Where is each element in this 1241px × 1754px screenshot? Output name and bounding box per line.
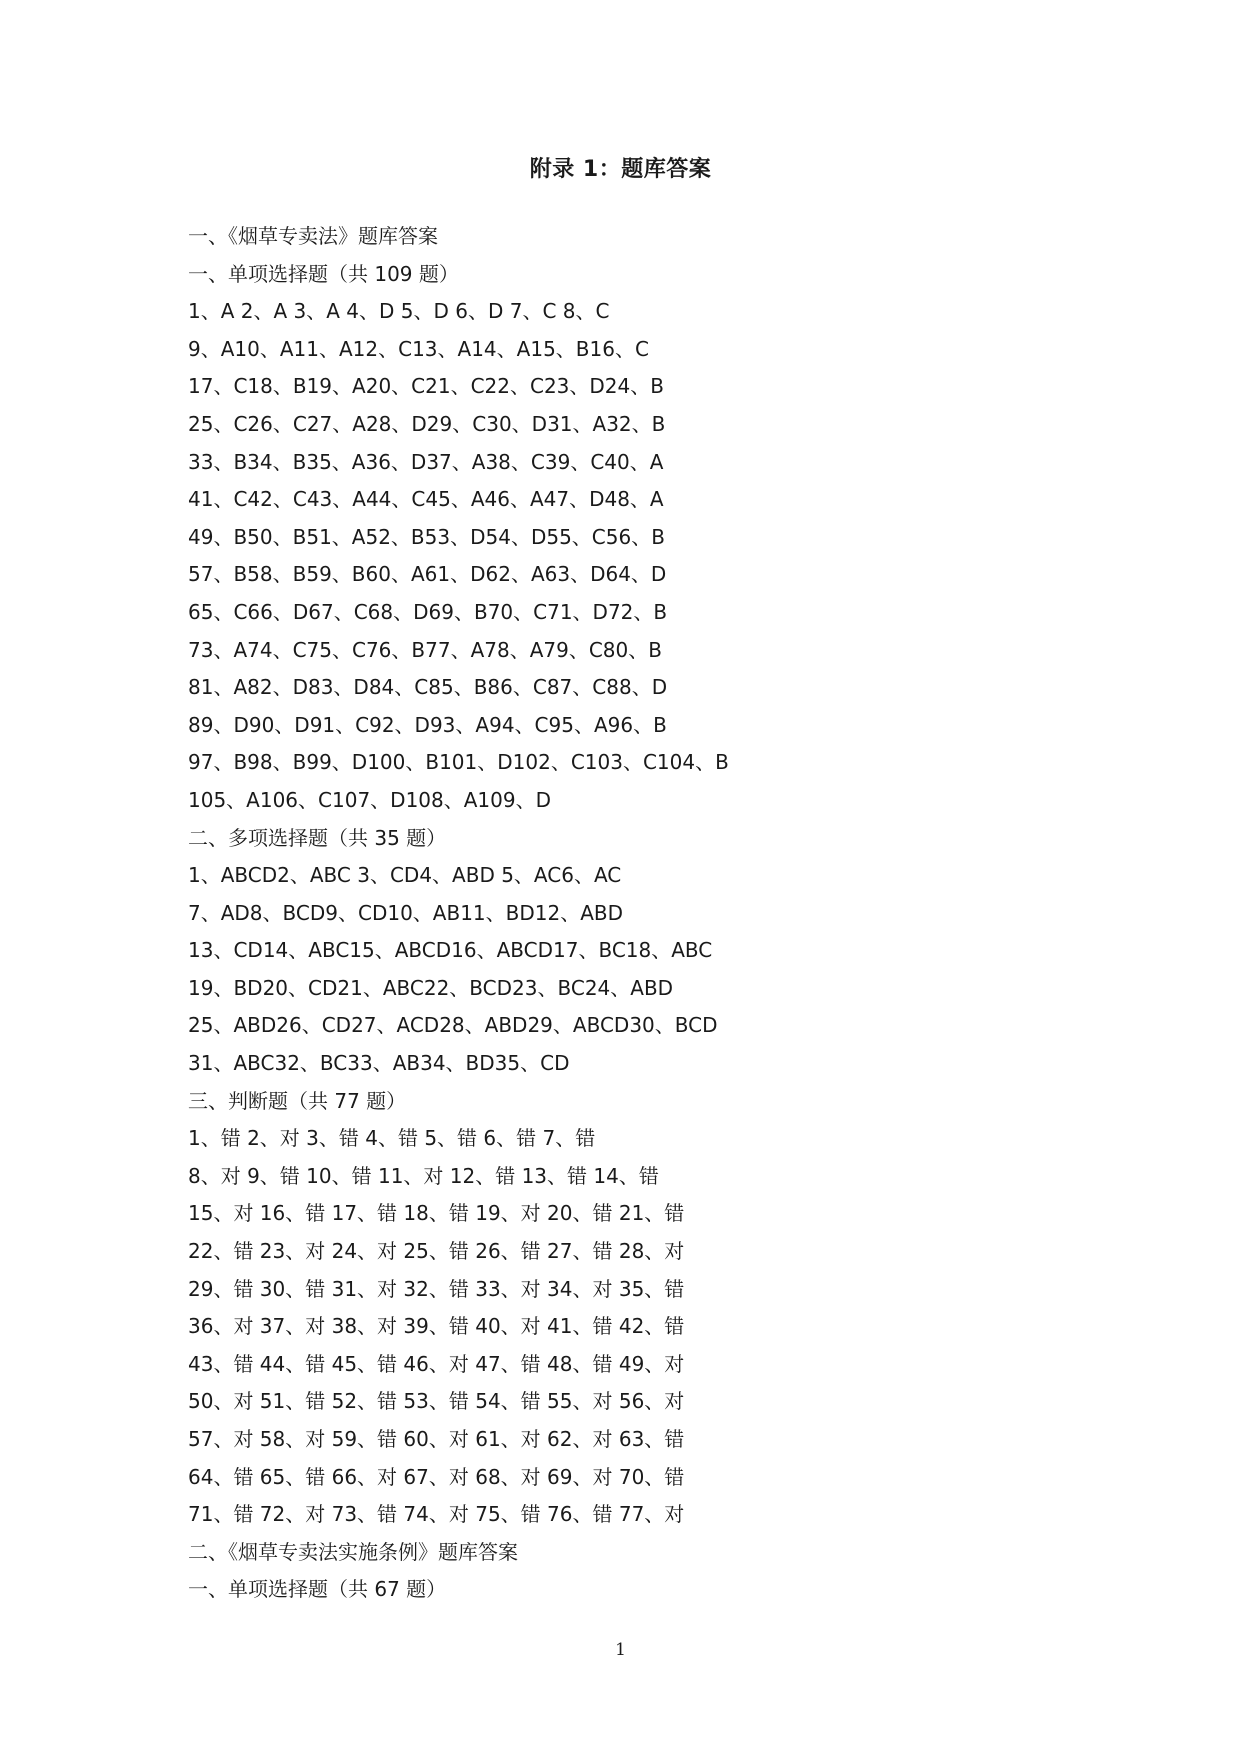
section-heading-implementation-regulations: 二、《烟草专卖法实施条例》题库答案 bbox=[188, 1539, 518, 1564]
subsection-heading-true-false: 三、判断题（共 77 题） bbox=[188, 1088, 407, 1113]
answer-line: 97、B98、B99、D100、B101、D102、C103、C104、B bbox=[188, 750, 729, 775]
answer-key-body bbox=[188, 218, 1188, 1609]
answer-line: 25、ABD26、CD27、ACD28、ABD29、ABCD30、BCD bbox=[188, 1013, 718, 1038]
subsection-heading-multiple-choice: 二、多项选择题（共 35 题） bbox=[188, 825, 447, 850]
answer-line: 57、对 58、对 59、错 60、对 61、对 62、对 63、错 bbox=[188, 1427, 685, 1451]
page-number: 1 bbox=[615, 1640, 626, 1660]
subsection-heading-single-choice: 一、单项选择题（共 67 题） bbox=[188, 1577, 447, 1602]
answer-line: 81、A82、D83、D84、C85、B86、C87、C88、D bbox=[188, 675, 668, 700]
answer-line: 105、A106、C107、D108、A109、D bbox=[188, 787, 551, 812]
document-title: 附录 1：题库答案 bbox=[529, 157, 712, 182]
section-heading-tobacco-monopoly-law: 一、《烟草专卖法》题库答案 bbox=[188, 224, 438, 248]
answer-line: 73、A74、C75、C76、B77、A78、A79、C80、B bbox=[188, 637, 662, 662]
answer-line: 17、C18、B19、A20、C21、C22、C23、D24、B bbox=[188, 374, 664, 399]
answer-line: 29、错 30、错 31、对 32、错 33、对 34、对 35、错 bbox=[188, 1276, 685, 1301]
answer-line: 25、C26、C27、A28、D29、C30、D31、A32、B bbox=[188, 411, 666, 436]
subsection-heading-single-choice: 一、单项选择题（共 109 题） bbox=[188, 261, 459, 286]
answer-line: 31、ABC32、BC33、AB34、BD35、CD bbox=[188, 1051, 570, 1076]
answer-line: 8、对 9、错 10、错 11、对 12、错 13、错 14、错 bbox=[188, 1163, 659, 1188]
answer-line: 64、错 65、错 66、对 67、对 68、对 69、对 70、错 bbox=[188, 1464, 685, 1489]
answer-line: 71、错 72、对 73、错 74、对 75、错 76、错 77、对 bbox=[188, 1502, 685, 1527]
answer-line: 19、BD20、CD21、ABC22、BCD23、BC24、ABD bbox=[188, 975, 674, 1000]
answer-line: 49、B50、B51、A52、B53、D54、D55、C56、B bbox=[188, 524, 665, 549]
answer-line: 43、错 44、错 45、错 46、对 47、错 48、错 49、对 bbox=[188, 1351, 685, 1376]
answer-line: 65、C66、D67、C68、D69、B70、C71、D72、B bbox=[188, 599, 668, 624]
answer-line: 7、AD8、BCD9、CD10、AB11、BD12、ABD bbox=[188, 900, 624, 925]
answer-line: 15、对 16、错 17、错 18、错 19、对 20、错 21、错 bbox=[188, 1201, 685, 1226]
answer-line: 9、A10、A11、A12、C13、A14、A15、B16、C bbox=[188, 336, 649, 361]
answer-line: 22、错 23、对 24、对 25、错 26、错 27、错 28、对 bbox=[188, 1239, 685, 1264]
answer-line: 1、错 2、对 3、错 4、错 5、错 6、错 7、错 bbox=[188, 1126, 596, 1151]
answer-line: 33、B34、B35、A36、D37、A38、C39、C40、A bbox=[188, 449, 664, 474]
answer-line: 1、ABCD2、ABC 3、CD4、ABD 5、AC6、AC bbox=[188, 863, 622, 888]
answer-line: 13、CD14、ABC15、ABCD16、ABCD17、BC18、ABC bbox=[188, 938, 713, 963]
answer-line: 1、A 2、A 3、A 4、D 5、D 6、D 7、C 8、C bbox=[188, 299, 610, 324]
answer-line: 57、B58、B59、B60、A61、D62、A63、D64、D bbox=[188, 562, 667, 587]
answer-line: 89、D90、D91、C92、D93、A94、C95、A96、B bbox=[188, 712, 667, 737]
answer-line: 41、C42、C43、A44、C45、A46、A47、D48、A bbox=[188, 487, 664, 512]
answer-line: 36、对 37、对 38、对 39、错 40、对 41、错 42、错 bbox=[188, 1314, 685, 1339]
answer-line: 50、对 51、错 52、错 53、错 54、错 55、对 56、对 bbox=[188, 1389, 685, 1414]
